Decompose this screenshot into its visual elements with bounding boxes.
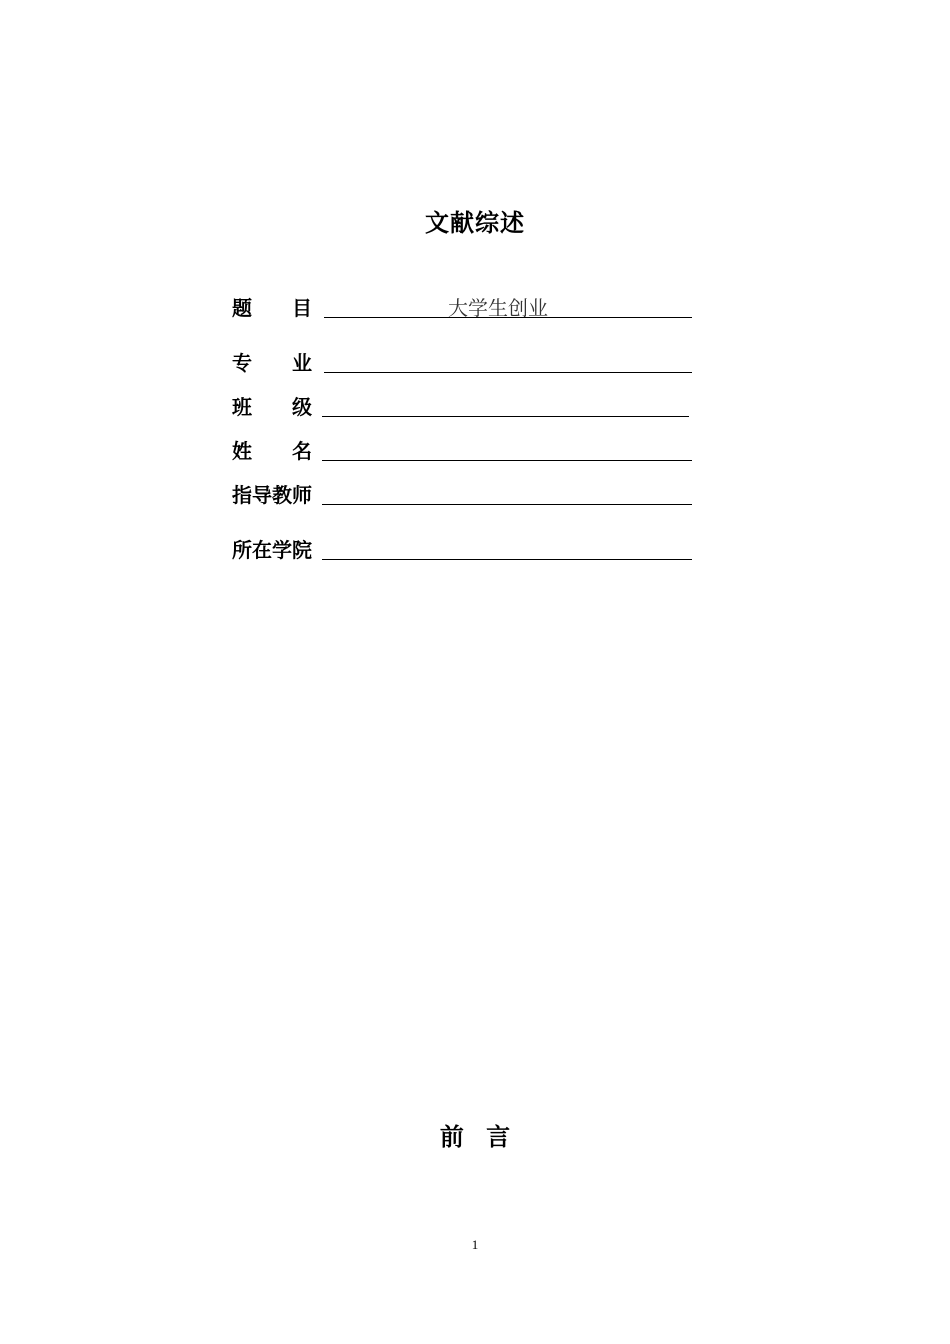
field-topic-line [324,291,692,318]
field-major-label: 专 业 [232,351,312,375]
field-college-label: 所在学院 [232,538,312,562]
field-college-line [322,533,692,560]
field-advisor [232,474,692,508]
field-major [232,342,692,376]
field-name-line [322,434,692,461]
field-name [232,430,692,464]
field-class-label: 班 级 [232,395,312,419]
document-title: 文献综述 [425,209,525,237]
field-advisor-label: 指导教师 [232,483,312,507]
field-name-label: 姓 名 [232,439,312,463]
field-college [232,529,692,563]
field-advisor-line [322,478,692,505]
field-topic [232,287,692,321]
section-heading-preface: 前 言 [439,1123,511,1151]
field-topic-label: 题 目 [232,296,312,320]
field-class [232,386,689,420]
page-number: 1 [471,1237,479,1252]
field-class-line [322,390,689,417]
field-major-line [324,346,692,373]
field-topic-value: 大学生创业 [448,296,548,320]
